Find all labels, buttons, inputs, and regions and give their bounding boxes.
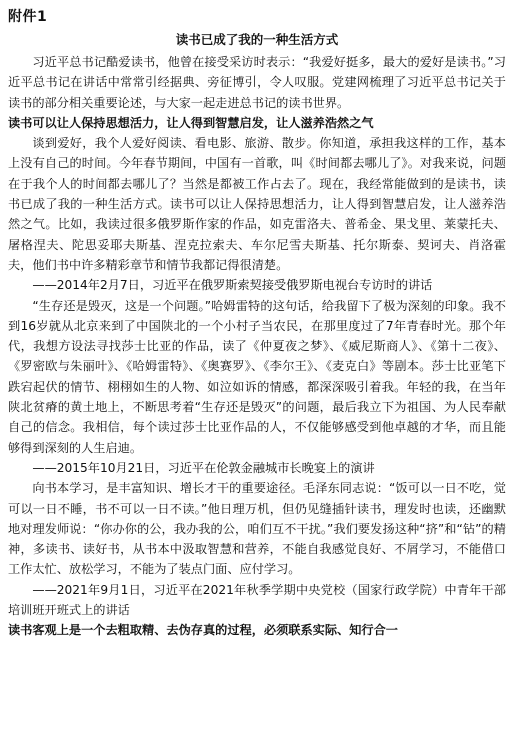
intro-paragraph: 习近平总书记酷爱读书，他曾在接受采访时表示：“我爱好挺多，最大的爱好是读书。”习近平总书记在讲话中常常引经据典、旁征博引，令人叹服。党建网梳理了习近平总书记关于读书的部分相关重要论述，与大家一起走进总书记的读书世界。: [8, 55, 506, 110]
quote-source: ——2015年10月21日，习近平在伦敦金融城市长晚宴上的演讲: [32, 460, 375, 475]
attachment-label: 附件1: [8, 9, 48, 25]
section-heading: 读书可以让人保持思想活力，让人得到智慧启发，让人滋养浩然之气: [8, 115, 374, 130]
quote-paragraph: 向书本学习，是丰富知识、增长才干的重要途径。毛泽东同志说：“饭可以一日不吃，觉可以一日不睡，书不可以一日不读。”他日理万机，但仍见缝插针读书，理发时也读，还幽默地对理发师说：“你办你的公，我办我的公，咱们互不干扰。”我们要发扬这种“挤”和“钻”的精神，多读书、读好书，从书本中汲取智慧和营养，不能自我感觉良好、不屑学习，不能借口工作太忙、放松学习，不能为了装点门面、应付学习。: [8, 481, 506, 577]
quote-source: ——2021年9月1日，习近平在2021年秋季学期中央党校（国家行政学院）中青年干部培训班开班式上的讲话: [8, 582, 506, 618]
page-title: 读书已成了我的一种生活方式: [175, 32, 339, 47]
quote-paragraph: “生存还是毁灭，这是一个问题。”哈姆雷特的这句话，给我留下了极为深刻的印象。我不到16岁就从北京来到了中国陕北的一个小村子当农民，在那里度过了7年青春时光。那个年代，我想方设法寻找莎士比亚的作品，读了《仲夏夜之梦》、《威尼斯商人》、《第十二夜》、《罗密欧与朱丽叶》、《哈姆雷特》、《奥赛罗》、《李尔王》、《麦克白》等剧本。莎士比亚笔下跌宕起伏的情节、栩栩如生的人物、如泣如诉的情感，都深深吸引着我。年轻的我，在当年陕北贫瘠的黄土地上，不断思考着“生存还是毁灭”的问题，最后我立下为祖国、为人民奉献自己的信念。我相信，每个读过莎士比亚作品的人，不仅能够感受到他卓越的才华，而且能够得到深刻的人生启迪。: [8, 298, 506, 455]
section-heading: 读书客观上是一个去粗取精、去伪存真的过程，必须联系实际、知行合一: [8, 623, 398, 638]
quote-source: ——2014年2月7日，习近平在俄罗斯索契接受俄罗斯电视台专访时的讲话: [32, 278, 433, 293]
quote-paragraph: 谈到爱好，我个人爱好阅读、看电影、旅游、散步。你知道，承担我这样的工作，基本上没有自己的时间。今年春节期间，中国有一首歌，叫《时间都去哪儿了》。对我来说，问题在于我个人的时间都去哪儿了？当然是都被工作占去了。现在，我经常能做到的是读书，读书已成了我的一种生活方式。读书可以让人保持思想活力，让人得到智慧启发，让人滋养浩然之气。比如，我读过很多俄罗斯作家的作品，如克雷洛夫、普希金、果戈里、莱蒙托夫、屠格涅夫、陀思妥耶夫斯基、涅克拉索夫、车尔尼雪夫斯基、托尔斯泰、契诃夫、肖洛霍夫，他们书中许多精彩章节和情节我都记得很清楚。: [8, 136, 506, 272]
